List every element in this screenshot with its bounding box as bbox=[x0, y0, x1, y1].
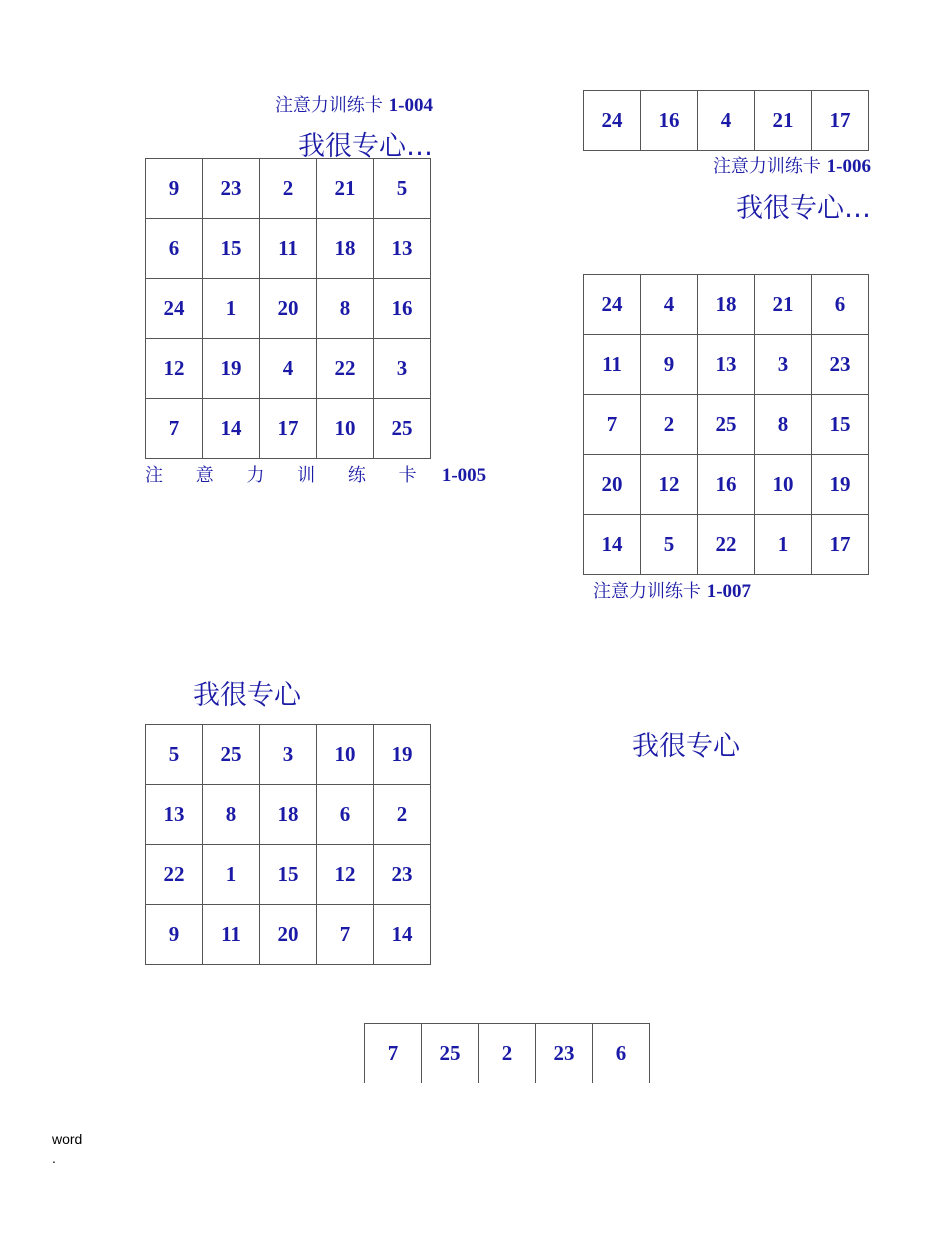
grid-cell: 14 bbox=[203, 399, 260, 459]
grid-cell: 23 bbox=[536, 1024, 593, 1084]
grid-cell: 19 bbox=[203, 339, 260, 399]
grid-cell: 12 bbox=[641, 455, 698, 515]
grid-cell: 14 bbox=[374, 905, 431, 965]
table-bottom-partial bbox=[364, 1023, 650, 1083]
grid-cell: 25 bbox=[698, 395, 755, 455]
table-row bbox=[146, 785, 431, 845]
grid-cell: 7 bbox=[365, 1024, 422, 1084]
slogan-mid-right: 我很专心 bbox=[632, 731, 740, 762]
grid-cell: 20 bbox=[260, 905, 317, 965]
table-row bbox=[146, 279, 431, 339]
table-row bbox=[584, 91, 869, 151]
grid-cell: 11 bbox=[584, 335, 641, 395]
grid-cell: 17 bbox=[812, 91, 869, 151]
grid-cell: 18 bbox=[317, 219, 374, 279]
grid-cell: 11 bbox=[203, 905, 260, 965]
grid-cell: 24 bbox=[584, 275, 641, 335]
table-row bbox=[146, 845, 431, 905]
grid-cell: 24 bbox=[584, 91, 641, 151]
grid-cell: 8 bbox=[755, 395, 812, 455]
grid-cell: 5 bbox=[641, 515, 698, 575]
table-row bbox=[584, 515, 869, 575]
grid-cell: 4 bbox=[641, 275, 698, 335]
grid-cell: 1 bbox=[203, 279, 260, 339]
slogan-mid-left: 我很专心 bbox=[193, 680, 301, 711]
grid-cell: 16 bbox=[641, 91, 698, 151]
footer-word: word bbox=[52, 1131, 83, 1147]
grid-cell: 5 bbox=[146, 725, 203, 785]
grid-cell: 2 bbox=[479, 1024, 536, 1084]
card-label-1-004 bbox=[275, 91, 433, 117]
card-label-1-005 bbox=[145, 461, 486, 487]
table-right-main bbox=[583, 274, 869, 575]
grid-cell: 10 bbox=[755, 455, 812, 515]
grid-cell: 13 bbox=[374, 219, 431, 279]
grid-cell: 7 bbox=[146, 399, 203, 459]
card-label-1-006 bbox=[713, 152, 871, 178]
grid-cell: 20 bbox=[260, 279, 317, 339]
table-row bbox=[146, 219, 431, 279]
grid-cell: 9 bbox=[146, 905, 203, 965]
footer-dot: . bbox=[52, 1150, 56, 1166]
grid-cell: 10 bbox=[317, 399, 374, 459]
slogan-top-left: 我很专心… bbox=[298, 131, 433, 162]
slogan-top-right: 我很专心… bbox=[736, 193, 871, 224]
grid-cell: 18 bbox=[260, 785, 317, 845]
grid-cell: 23 bbox=[203, 159, 260, 219]
grid-cell: 3 bbox=[374, 339, 431, 399]
grid-cell: 23 bbox=[374, 845, 431, 905]
card-label-code: 1-007 bbox=[706, 581, 752, 602]
grid-cell: 4 bbox=[698, 91, 755, 151]
card-label-text: 注 意 力 训 练 卡 bbox=[145, 465, 431, 486]
grid-cell: 22 bbox=[146, 845, 203, 905]
grid-cell: 6 bbox=[317, 785, 374, 845]
card-label-code: 1-004 bbox=[388, 95, 433, 116]
card-label-1-007 bbox=[593, 577, 751, 603]
grid-cell: 21 bbox=[317, 159, 374, 219]
grid-cell: 6 bbox=[812, 275, 869, 335]
table-row bbox=[146, 399, 431, 459]
grid-cell: 17 bbox=[260, 399, 317, 459]
grid-cell: 8 bbox=[203, 785, 260, 845]
grid-cell: 18 bbox=[698, 275, 755, 335]
table-row bbox=[365, 1024, 650, 1084]
table-right-partial bbox=[583, 90, 869, 151]
grid-cell: 15 bbox=[260, 845, 317, 905]
grid-cell: 15 bbox=[812, 395, 869, 455]
grid-cell: 1 bbox=[203, 845, 260, 905]
grid-cell: 5 bbox=[374, 159, 431, 219]
grid-cell: 2 bbox=[374, 785, 431, 845]
grid-cell: 2 bbox=[641, 395, 698, 455]
grid-cell: 16 bbox=[374, 279, 431, 339]
grid-cell: 14 bbox=[584, 515, 641, 575]
grid-cell: 11 bbox=[260, 219, 317, 279]
grid-cell: 7 bbox=[584, 395, 641, 455]
grid-cell: 13 bbox=[146, 785, 203, 845]
grid-cell: 25 bbox=[203, 725, 260, 785]
grid-cell: 25 bbox=[374, 399, 431, 459]
card-label-code: 1-005 bbox=[441, 465, 487, 486]
table-row bbox=[146, 905, 431, 965]
table-row bbox=[584, 395, 869, 455]
grid-cell: 3 bbox=[260, 725, 317, 785]
grid-cell: 24 bbox=[146, 279, 203, 339]
grid-cell: 16 bbox=[698, 455, 755, 515]
grid-cell: 6 bbox=[593, 1024, 650, 1084]
table-row bbox=[146, 339, 431, 399]
grid-cell: 7 bbox=[317, 905, 374, 965]
grid-cell: 1 bbox=[755, 515, 812, 575]
card-label-text: 注意力训练卡 bbox=[593, 581, 701, 602]
grid-cell: 22 bbox=[698, 515, 755, 575]
grid-cell: 12 bbox=[317, 845, 374, 905]
card-label-text: 注意力训练卡 bbox=[274, 95, 383, 116]
grid-cell: 17 bbox=[812, 515, 869, 575]
table-row bbox=[146, 159, 431, 219]
table-row bbox=[146, 725, 431, 785]
grid-cell: 22 bbox=[317, 339, 374, 399]
grid-cell: 9 bbox=[641, 335, 698, 395]
grid-cell: 6 bbox=[146, 219, 203, 279]
grid-cell: 23 bbox=[812, 335, 869, 395]
grid-cell: 21 bbox=[755, 275, 812, 335]
grid-cell: 2 bbox=[260, 159, 317, 219]
table-row bbox=[584, 455, 869, 515]
grid-cell: 4 bbox=[260, 339, 317, 399]
grid-cell: 9 bbox=[146, 159, 203, 219]
card-label-text: 注意力训练卡 bbox=[712, 156, 821, 177]
table-row bbox=[584, 275, 869, 335]
table-left-top bbox=[145, 158, 431, 459]
grid-cell: 20 bbox=[584, 455, 641, 515]
grid-cell: 12 bbox=[146, 339, 203, 399]
card-label-code: 1-006 bbox=[826, 156, 871, 177]
grid-cell: 15 bbox=[203, 219, 260, 279]
grid-cell: 8 bbox=[317, 279, 374, 339]
grid-cell: 3 bbox=[755, 335, 812, 395]
grid-cell: 19 bbox=[374, 725, 431, 785]
grid-cell: 25 bbox=[422, 1024, 479, 1084]
grid-cell: 13 bbox=[698, 335, 755, 395]
grid-cell: 21 bbox=[755, 91, 812, 151]
table-row bbox=[584, 335, 869, 395]
grid-cell: 10 bbox=[317, 725, 374, 785]
table-left-bottom bbox=[145, 724, 431, 965]
grid-cell: 19 bbox=[812, 455, 869, 515]
